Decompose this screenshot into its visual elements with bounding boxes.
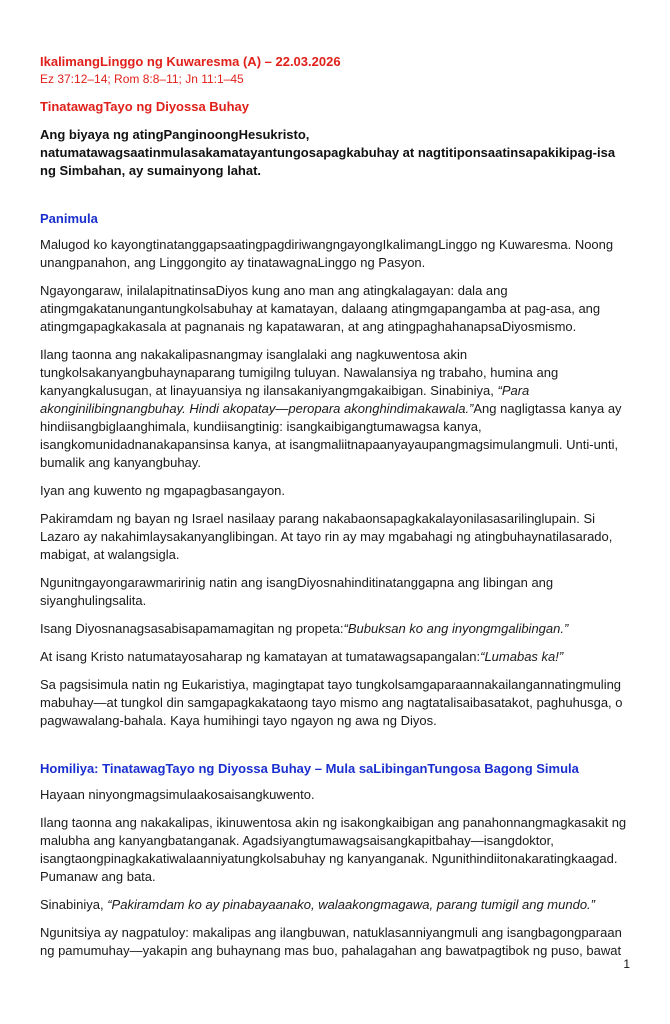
homiliya-paragraph-3 <box>40 896 634 914</box>
document-page <box>40 54 634 970</box>
page-number: 1 <box>623 957 630 971</box>
panimula-paragraph-6: Ngunitngayongarawmaririnig natin ang isangDiyosnahinditinatanggapna ang libingan ang siyanghulingsalita. <box>40 575 554 608</box>
greeting: Ang biyaya ng atingPanginoongHesukristo, natumatawagsaatinmulasakamatayantungosapagkabuhay at nagtitiponsaatinsapakikipag-isa ng Simbahan, ay sumainyong lahat. <box>40 127 616 178</box>
homiliya-heading: Homiliya: TinatawagTayo ng Diyossa Buhay – Mula saLibinganTungosa Bagong Simula <box>40 761 579 776</box>
quote-text: “Bubuksan ko ang inyongmgalibingan.” <box>343 621 569 636</box>
quote-text: “Pakiramdam ko ay pinabayaanako, walaakongmagawa, parang tumigil ang mundo.” <box>107 897 595 912</box>
panimula-paragraph-5: Pakiramdam ng bayan ng Israel nasilaay parang nakabaonsapagkakalayonilasasarilinglupain. Si Lazaro ay nakahimlaysakanyanglibingan. At tayo rin ay may mgabahagi ng atingbuhaynatilasarado, mabigat, at walangsigla. <box>40 511 613 562</box>
homiliya-paragraph-4: Ngunitsiya ay nagpatuloy: makalipas ang ilangbuwan, natuklasanniyangmuli ang isangbagongparaan ng pamumuhay—yakapin ang buhaynang mas buo, pahalagahan ang bawatpagtibok ng puso, bawat <box>40 925 622 958</box>
quote-text: “Para akonginilibingnangbuhay. Hindi akopatay—peropara akonghindimakawala.” <box>40 383 530 416</box>
paragraph-text: Sinabiniya, <box>40 897 108 912</box>
homiliya-paragraph-2: Ilang taonna ang nakakalipas, ikinuwentosa akin ng isakongkaibigan ang panahonnangmagkasakit ng malubha ang kanyangbatanganak. Agadsiyangtumawagsaisangkapitbahay—isangdoktor, isangtaongpinagkakatiwalaanniyatungkolsabuhay ng kanyanganak. Ngunithindiitonakaratingkaagad. Pumanaw ang bata. <box>40 815 627 884</box>
panimula-paragraph-2: Ngayongaraw, inilalapitnatinsaDiyos kung ano man ang atingkalagayan: dala ang atingmgakatanungantungkolsabuhay at kamatayan, dalaang atingmgapangamba at pag-asa, ang atingmgapagkakasala at pagnanais ng kapatawaran, at ang atingpaghahanapsaDiyosmismo. <box>40 283 601 334</box>
paragraph-text: Ilang taonna ang nakakalipasnangmay isanglalaki ang nagkuwentosa akin tungkolsakanyangbuhaynaparang tumigilng tuluyan. Nawalansiya ng trabaho, humina ang kanyangkalusugan, at linayuansiya ng ilansakaniyangmgakaibigan. Sinabiniya, <box>40 347 559 398</box>
panimula-paragraph-9: Sa pagsisimula natin ng Eukaristiya, magingtapat tayo tungkolsamgaparaannakailangannatingmuling mabuhay—at tungkol din samgapagkakataong tayo mismo ang nagtatalisaibasatakot, paghuhusga, o pagwawalang-bahala. Kaya humihingi tayo ngayon ng awa ng Diyos. <box>40 677 623 728</box>
quote-text: “Lumabas ka!” <box>480 649 564 664</box>
panimula-paragraph-3 <box>40 346 634 472</box>
homiliya-paragraph-1: Hayaan ninyongmagsimulaakosaisangkuwento. <box>40 787 315 802</box>
document-title: IkalimangLinggo ng Kuwaresma (A) – 22.03.2026 <box>40 54 341 69</box>
scripture-references: Ez 37:12–14; Rom 8:8–11; Jn 11:1–45 <box>40 72 244 86</box>
panimula-heading: Panimula <box>40 211 98 226</box>
panimula-paragraph-1: Malugod ko kayongtinatanggapsaatingpagdiriwangngayongIkalimangLinggo ng Kuwaresma. Noong unangpanahon, ang Linggongito ay tinatawagnaLinggo ng Pasyon. <box>40 237 614 270</box>
panimula-paragraph-7 <box>40 620 634 638</box>
paragraph-text: At isang Kristo natumatayosaharap ng kamatayan at tumatawagsapangalan: <box>40 649 481 664</box>
panimula-paragraph-4: Iyan ang kuwento ng mgapagbasangayon. <box>40 483 286 498</box>
theme-title: TinatawagTayo ng Diyossa Buhay <box>40 99 250 114</box>
paragraph-text: Ang nagligtassa kanya ay hindiisangbiglaanghimala, kundiisangtinig: isangkaibigangtumawagsa kanya, isangkomunidadnanakapansinsa kanya, at isangmaliitnapaanyayaupangmagsimulangmuli. Unti-unti, bumalik ang kanyangbuhay. <box>40 401 622 470</box>
panimula-paragraph-8 <box>40 648 634 666</box>
paragraph-text: Isang Diyosnanagsasabisapamamagitan ng propeta: <box>40 621 344 636</box>
